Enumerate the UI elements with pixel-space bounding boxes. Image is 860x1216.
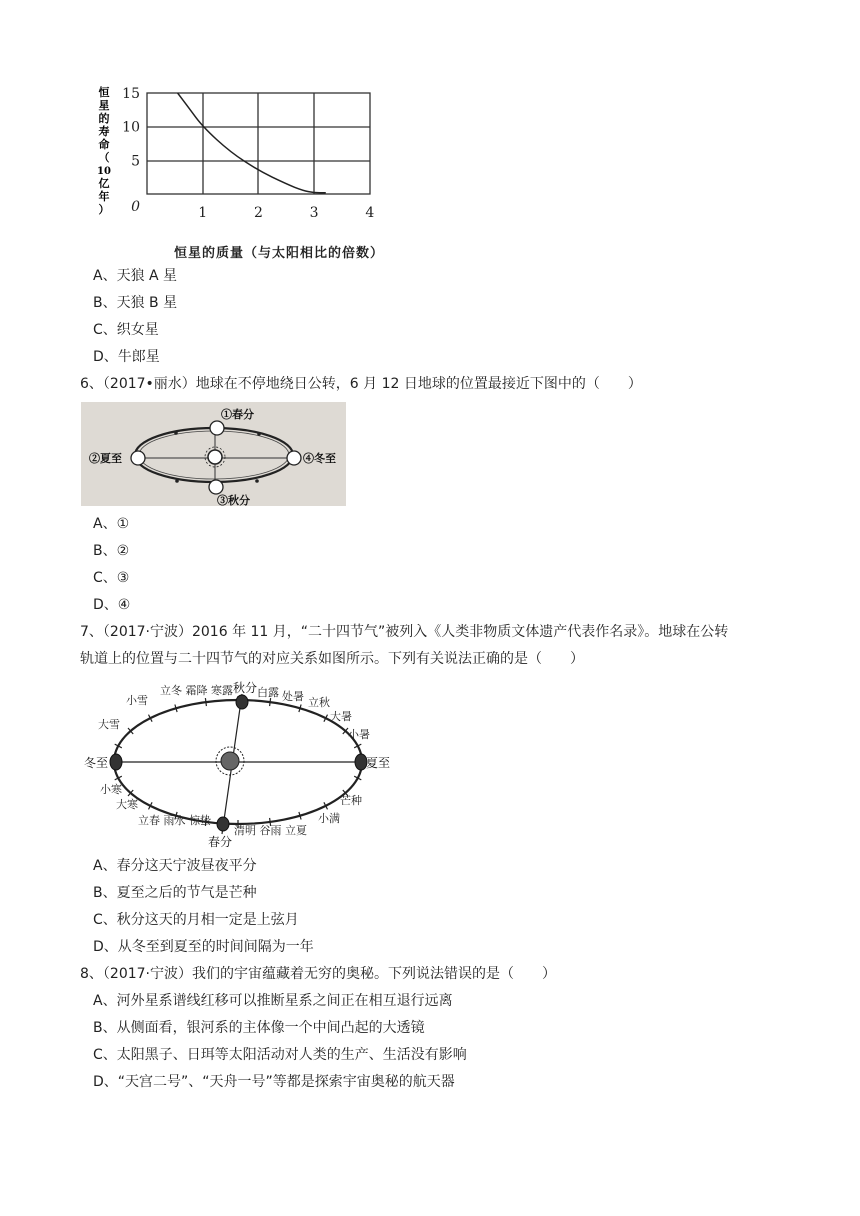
y-axis-label-char: 寿: [98, 125, 110, 138]
q6-label-spring: ①春分: [221, 408, 254, 421]
q7-solar-terms-diagram: [82, 674, 394, 849]
q8-stem: 8、（2017·宁波）我们的宇宙蕴藏着无穷的奥秘。下列说法错误的是（ ）: [80, 966, 556, 982]
y-tick-label: 15: [122, 86, 140, 102]
q7-option-a: A、春分这天宁波昼夜平分: [93, 858, 257, 874]
q7-label-bottom-left2: 大寒: [116, 798, 138, 811]
earth-spring-icon: [217, 817, 229, 831]
q6-option-c: C、③: [93, 570, 130, 586]
q6-option-a: A、①: [93, 516, 130, 532]
q7-label-top-left: 小雪: [126, 694, 148, 707]
y-axis-label-char: 亿: [98, 177, 110, 190]
q7-label-bottom-right1: 小满: [318, 812, 340, 825]
q6-label-summer: ②夏至: [89, 452, 122, 465]
x-axis-label: 恒星的质量（与太阳相比的倍数）: [174, 246, 385, 261]
q7-label-autumn: 秋分: [233, 681, 258, 695]
q5-option-c: C、织女星: [93, 322, 159, 338]
q7-label-winter: 冬至: [84, 756, 109, 770]
earth-position-1-icon: [210, 421, 224, 435]
earth-autumn-icon: [236, 695, 248, 709]
q6-stem: 6、（2017•丽水）地球在不停地绕日公转，6 月 12 日地球的位置最接近下图中的（ ）: [80, 376, 642, 392]
q7-label-spring: 春分: [208, 835, 233, 849]
x-tick-label: 2: [253, 205, 263, 221]
q7-label-top-right3: 立秋: [308, 696, 330, 709]
q7-label-left1: 大雪: [98, 718, 120, 731]
q8-option-c: C、太阳黑子、日珥等太阳活动对人类的生产、生活没有影响: [93, 1047, 467, 1063]
q6-orbit-diagram: [81, 402, 346, 506]
earth-position-4-icon: [287, 451, 301, 465]
earth-winter-icon: [110, 754, 122, 770]
earth-position-2-icon: [131, 451, 145, 465]
y-tick-label: 5: [131, 153, 140, 170]
q7-option-d: D、从冬至到夏至的时间间隔为一年: [93, 939, 314, 955]
y-axis-label-char: 星: [98, 99, 110, 112]
q6-option-d: D、④: [93, 597, 131, 613]
x-tick-label: 4: [365, 205, 375, 221]
y-axis-label-char: 10: [97, 166, 111, 177]
sun-icon: [216, 747, 244, 775]
y-tick-label: 10: [122, 119, 140, 136]
q5-option-b: B、天狼 B 星: [93, 295, 178, 311]
q7-label-bottom-mid: 清明 谷雨 立夏: [234, 824, 307, 837]
y-axis-label-char: ）: [98, 203, 110, 216]
q6-option-b: B、②: [93, 543, 130, 559]
q7-label-bottom-left3: 立春 雨水 惊蛰: [138, 814, 211, 827]
y-tick-label: 0: [131, 199, 140, 215]
q7-label-summer: 夏至: [366, 756, 391, 770]
x-tick-label: 3: [309, 205, 319, 221]
q7-label-top-mid: 立冬 霜降 寒露: [160, 684, 233, 697]
q7-label-top-right1: 白露: [257, 686, 279, 699]
y-axis-label: [97, 85, 111, 216]
q7-stem-line-1: 7、（2017·宁波）2016 年 11 月，“二十四节气”被列入《人类非物质文体遗产代表作名录》。地球在公转: [80, 624, 729, 640]
q7-label-bottom-right2: 芒种: [340, 794, 362, 807]
sun-icon: [208, 450, 222, 464]
q7-option-b: B、夏至之后的节气是芒种: [93, 885, 257, 901]
y-axis-label-char: （: [98, 151, 110, 164]
chart-svg: [90, 84, 390, 264]
y-axis-label-char: 年: [98, 190, 110, 203]
q5-option-a: A、天狼 A 星: [93, 268, 178, 284]
x-tick-label: 1: [198, 205, 208, 221]
q7-label-top-right2: 处暑: [282, 690, 304, 703]
y-axis-label-char: 的: [98, 112, 110, 125]
q8-option-d: D、“天宫二号”、“天舟一号”等都是探索宇宙奥秘的航天器: [93, 1074, 455, 1090]
q7-stem-line-2: 轨道上的位置与二十四节气的对应关系如图所示。下列有关说法正确的是（ ）: [80, 651, 584, 667]
star-lifetime-chart: [90, 84, 390, 264]
q6-label-autumn: ③秋分: [217, 494, 250, 506]
lifetime-curve: [178, 93, 326, 193]
chart-grid: [147, 93, 370, 194]
q7-label-right2: 小暑: [348, 728, 370, 741]
q7-label-bottom-left1: 小寒: [100, 783, 122, 796]
q8-option-a: A、河外星系谱线红移可以推断星系之间正在相互退行远离: [93, 993, 453, 1009]
q6-label-winter: ④冬至: [303, 452, 336, 465]
q7-label-right1: 大暑: [330, 710, 352, 723]
earth-position-3-icon: [209, 480, 223, 494]
y-axis-label-char: 命: [98, 138, 110, 151]
y-axis-label-char: 恒: [98, 86, 110, 99]
q5-option-d: D、牛郎星: [93, 349, 160, 365]
q8-option-b: B、从侧面看，银河系的主体像一个中间凸起的大透镜: [93, 1020, 425, 1036]
q7-option-c: C、秋分这天的月相一定是上弦月: [93, 912, 299, 928]
